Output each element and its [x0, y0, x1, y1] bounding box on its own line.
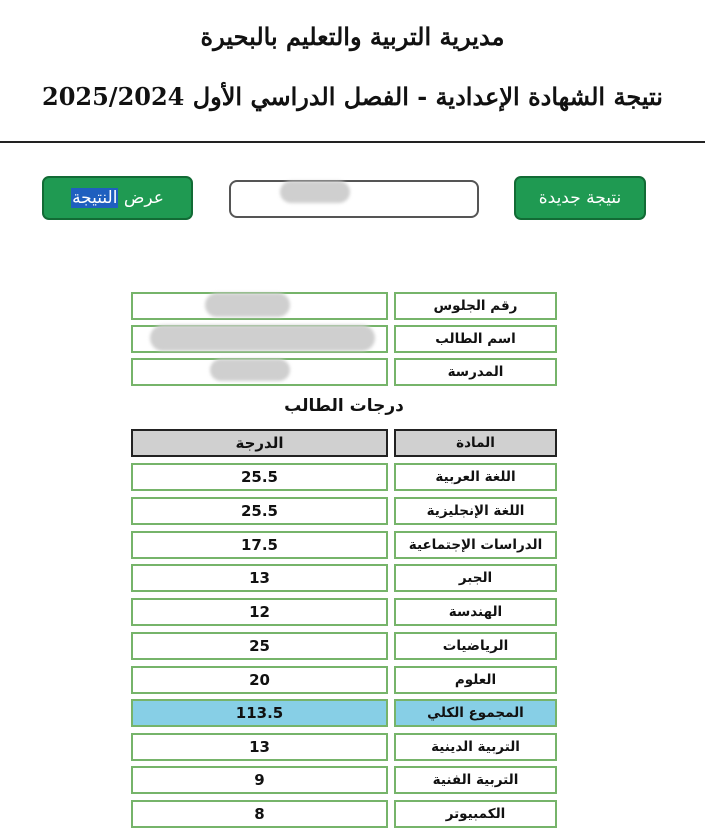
new-result-label: نتيجة جديدة — [538, 188, 622, 208]
redacted-school-name — [210, 359, 290, 381]
grade-art-education: 9 — [131, 766, 388, 794]
grade-total: 113.5 — [131, 699, 388, 727]
subject-computer: الكمبيوتر — [394, 800, 557, 828]
show-result-prefix: عرض — [118, 188, 164, 208]
subject-social-studies: الدراسات الإجتماعية — [394, 531, 557, 559]
grade-geometry: 12 — [131, 598, 388, 626]
grade-mathematics: 25 — [131, 632, 388, 660]
subject-geometry: الهندسة — [394, 598, 557, 626]
student-name-label: اسم الطالب — [394, 325, 557, 353]
subject-english: اللغة الإنجليزية — [394, 497, 557, 525]
subject-mathematics: الرياضيات — [394, 632, 557, 660]
grade-english: 25.5 — [131, 497, 388, 525]
new-result-button[interactable] — [514, 176, 646, 220]
subject-science: العلوم — [394, 666, 557, 694]
subject-algebra: الجبر — [394, 564, 557, 592]
redacted-input-value — [280, 181, 350, 203]
page-subtitle: نتيجة الشهادة الإعدادية - الفصل الدراسي الأول 2025/2024 — [42, 82, 663, 111]
page-title: مديرية التربية والتعليم بالبحيرة — [200, 22, 505, 51]
grade-algebra: 13 — [131, 564, 388, 592]
grade-column-header: الدرجة — [131, 429, 388, 457]
subject-column-header: المادة — [394, 429, 557, 457]
seat-number-label: رقم الجلوس — [394, 292, 557, 320]
grade-arabic: 25.5 — [131, 463, 388, 491]
grades-section-title: درجات الطالب — [284, 396, 404, 416]
school-label: المدرسة — [394, 358, 557, 386]
grade-computer: 8 — [131, 800, 388, 828]
grade-social-studies: 17.5 — [131, 531, 388, 559]
redacted-student-name — [150, 325, 375, 351]
header-divider — [0, 141, 705, 143]
subject-total: المجموع الكلي — [394, 699, 557, 727]
subject-religious-education: التربية الدينية — [394, 733, 557, 761]
grade-religious-education: 13 — [131, 733, 388, 761]
seat-number-input[interactable] — [229, 180, 479, 218]
redacted-seat-number — [205, 293, 290, 317]
grade-science: 20 — [131, 666, 388, 694]
show-result-selected-text: النتيجة — [72, 188, 118, 208]
subject-art-education: التربية الفنية — [394, 766, 557, 794]
show-result-button[interactable] — [42, 176, 193, 220]
subject-arabic: اللغة العربية — [394, 463, 557, 491]
